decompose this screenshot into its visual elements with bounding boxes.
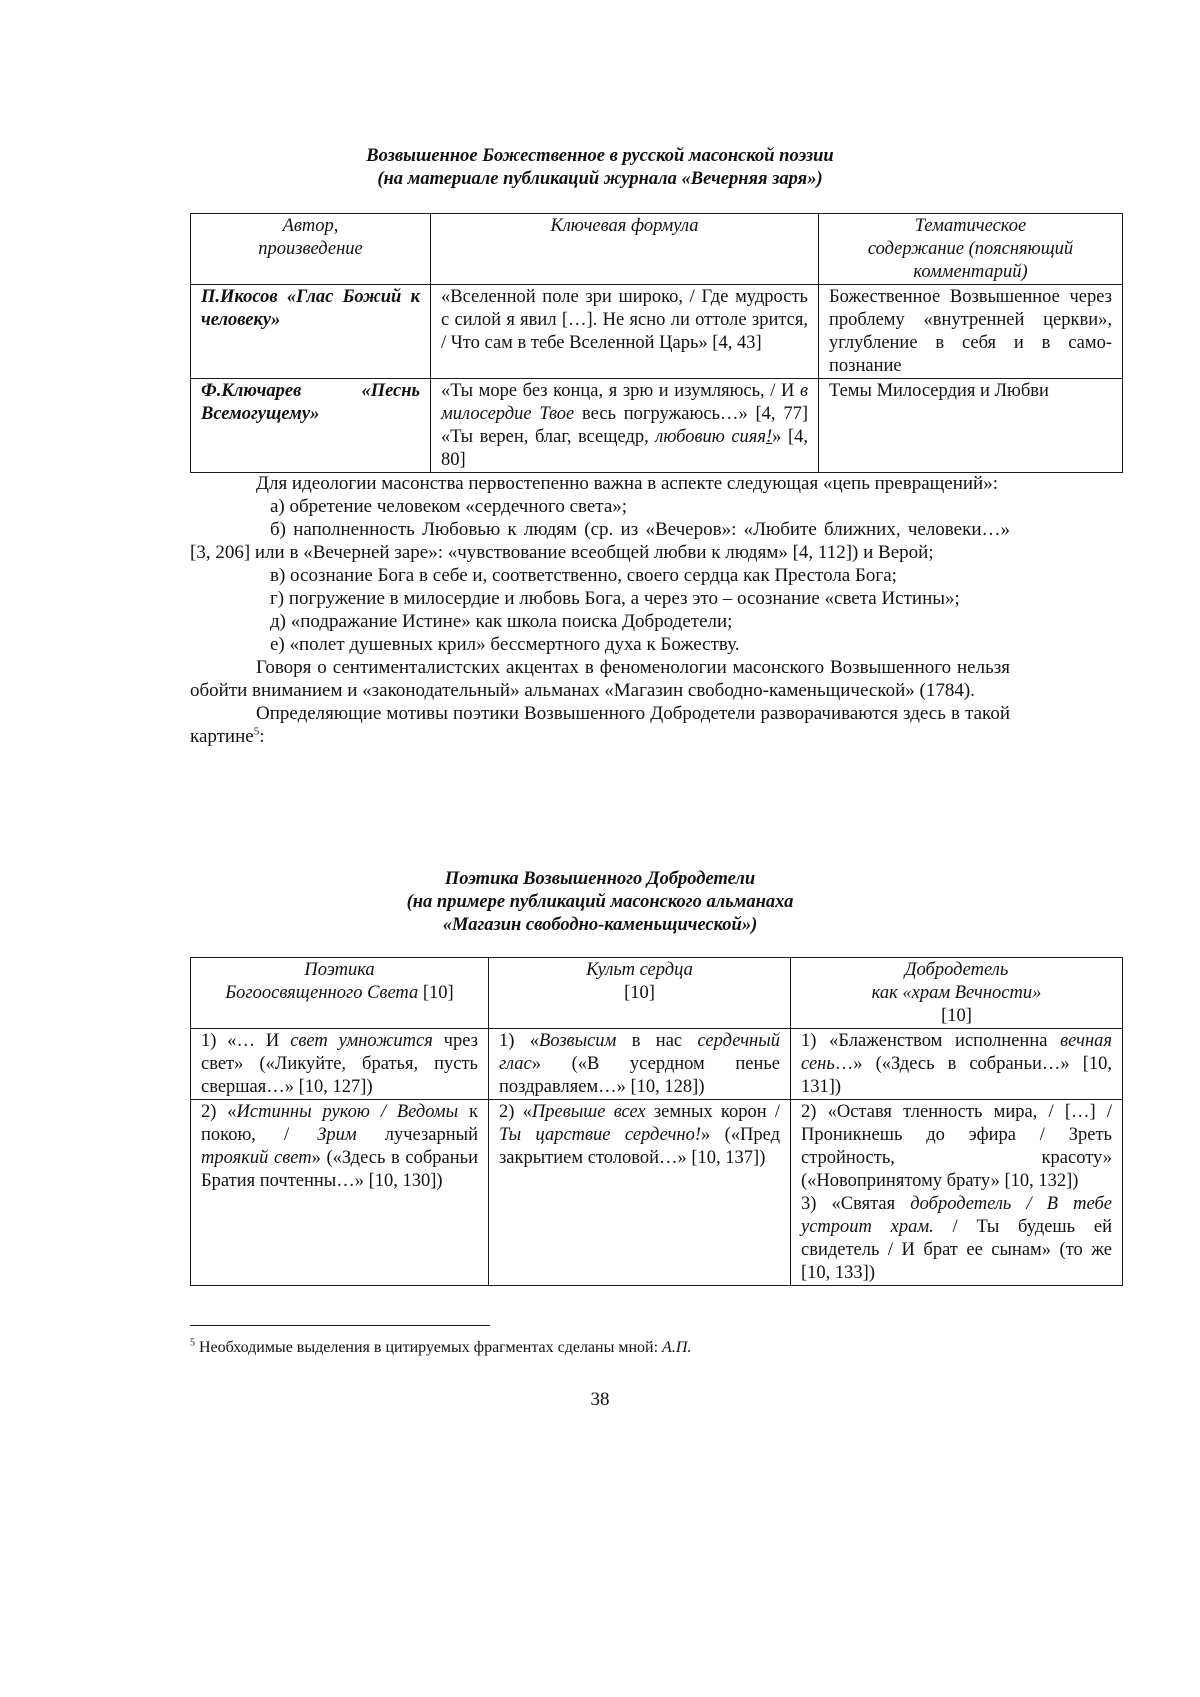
table1-title-line2: (на материале публикаций журнала «Вечерняя заря») xyxy=(377,169,823,189)
table2-title-line2: (на примере публикаций масонского альманаха xyxy=(406,892,794,912)
list-item: е) «полет душевных крил» бессмертного духа к Божеству. xyxy=(270,634,740,655)
footnote-divider xyxy=(190,1325,490,1326)
table1-header-theme: Тематическое содержание (поясняющий комментарий) xyxy=(819,214,1123,285)
table2-header-row xyxy=(191,958,1123,1029)
table-row xyxy=(191,379,1123,473)
paragraph: Для идеологии масонства первостепенно важна в аспекте следующая «цепь превращений»: xyxy=(256,473,998,494)
table1-author-cell: Ф.Ключарев «Песнь Всемогущему» xyxy=(191,379,431,473)
table2-cell: 2) «Превыше всех земных корон / Ты царствие сердечно!» («Пред закрытием столовой…» [10, 137]) xyxy=(489,1100,791,1286)
table2-cell: 1) «… И свет умножится чрез свет» («Ликуйте, братья, пусть свершая…» [10, 127]) xyxy=(191,1029,489,1100)
body-text xyxy=(190,472,1010,748)
table1-formula-cell: «Ты море без конца, я зрю и изумляюсь, / И в милосердие Твое весь погружаюсь…» [4, 77] «Ты верен, благ, всещедр, любовию сияя!» [4, 80] xyxy=(431,379,819,473)
table-row xyxy=(191,285,1123,379)
table2-title-line3: «Магазин свободно-каменьщической») xyxy=(442,915,758,935)
table2-cell: 2) «Истинны рукою / Ведомы к покою, / Зрим лучезарный троякий свет» («Здесь в собраньи Братия почтенны…» [10, 130]) xyxy=(191,1100,489,1286)
table2-header-virtue: Добродетель как «храм Вечности» [10] xyxy=(791,958,1123,1029)
table1-theme-cell: Темы Милосердия и Любви xyxy=(819,379,1123,473)
list-item: б) наполненность Любовью к людям (ср. из «Вечеров»: «Любите ближних, человеки…» [3, 206] или в «Вечерней заре»: «чувствование всеобщей любви к людям» [4, 112]) и Верой; xyxy=(190,519,1010,563)
table1-formula-cell: «Вселенной поле зри широко, / Где мудрость с силой я явил […]. Не ясно ли оттоле зрится, / Что сам в тебе Вселенной Царь» [4, 43] xyxy=(431,285,819,379)
page-number: 38 xyxy=(590,1389,610,1410)
list-item: в) осознание Бога в себе и, соответственно, своего сердца как Престола Бога; xyxy=(270,565,897,586)
table1-theme-cell: Божественное Возвышенное через проблему «внутренней церкви», углубление в себя и в само-познание xyxy=(819,285,1123,379)
table1 xyxy=(190,213,1123,473)
table-row xyxy=(191,1029,1123,1100)
table2-header-light: Поэтика Богоосвященного Света [10] xyxy=(191,958,489,1029)
table2-title xyxy=(190,868,1010,937)
footnote-ref: 5 xyxy=(253,725,260,738)
footnote-number: 5 xyxy=(190,1337,195,1349)
table2-title-line1: Поэтика Возвышенного Добродетели xyxy=(444,869,756,889)
table1-title xyxy=(190,145,1010,191)
table2-cell: 2) «Оставя тленность мира, / […] / Проникнешь до эфира / Зреть стройность, красоту» («Новопринятому брату» [10, 132]) 3) «Святая добродетель / В тебе устроит храм. / Ты будешь ей свидетель / И брат ее сынам» (то же [10, 133]) xyxy=(791,1100,1123,1286)
table1-title-line1: Возвышенное Божественное в русской масонской поэзии xyxy=(366,146,834,166)
list-item: г) погружение в милосердие и любовь Бога, а через это – осознание «света Истины»; xyxy=(270,588,960,609)
list-item: а) обретение человеком «сердечного света»; xyxy=(270,496,628,517)
table1-header-formula: Ключевая формула xyxy=(431,214,819,285)
table2-cell: 1) «Возвысим в нас сердечный глас» («В усердном пенье поздравляем…» [10, 128]) xyxy=(489,1029,791,1100)
table1-header-author: Автор, произведение xyxy=(191,214,431,285)
table1-author-cell: П.Икосов «Глас Божий к человеку» xyxy=(191,285,431,379)
table2 xyxy=(190,957,1123,1286)
paragraph: Определяющие мотивы поэтики Возвышенного Добродетели разворачиваются здесь в такой картине$^5$: xyxy=(190,703,1010,747)
table-row xyxy=(191,1100,1123,1286)
table2-cell: 1) «Блаженством исполненна вечная сень…» («Здесь в собраньи…» [10, 131]) xyxy=(791,1029,1123,1100)
list-item: д) «подражание Истине» как школа поиска Добродетели; xyxy=(270,611,733,632)
paragraph: Говоря о сентименталистских акцентах в феноменологии масонского Возвышенного нельзя обойти вниманием и «законодательный» альманах «Магазин свободно-каменьщической» (1784). xyxy=(190,657,1010,701)
table1-header-row xyxy=(191,214,1123,285)
footnote: $^5$ Необходимые выделения в цитируемых фрагментах сделаны мной: А.П. xyxy=(190,1337,692,1356)
table2-header-heart: Культ сердца [10] xyxy=(489,958,791,1029)
